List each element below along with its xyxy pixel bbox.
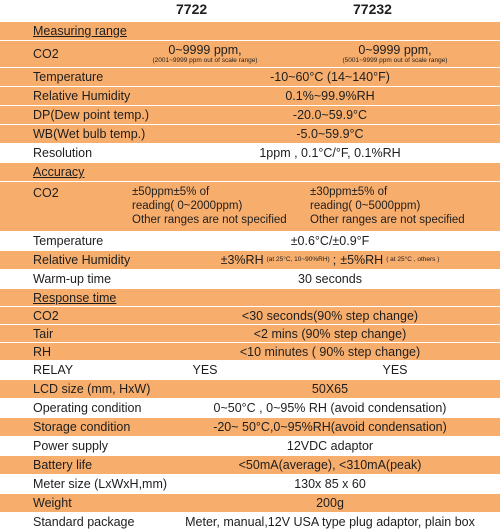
row-value: Meter, manual,12V USA type plug adaptor, plain box <box>185 514 475 529</box>
row-value: -20~ 50°C,0~95%RH(avoid condensation) <box>213 420 447 434</box>
row-label: CO2 <box>33 186 59 200</box>
row-value: <10 minutes ( 90% step change) <box>239 344 421 359</box>
row-standard-package <box>0 513 500 531</box>
row-label: RELAY <box>33 363 74 377</box>
row-value: -5.0~59.9°C <box>296 127 364 141</box>
section-measuring-range <box>0 22 500 41</box>
row-label: LCD size (mm, HxW) <box>33 382 151 396</box>
row-value: 0.1%~99.9%RH <box>285 89 375 103</box>
value-7722 <box>132 185 287 227</box>
row-label: Weight <box>33 496 72 510</box>
row-response-tair <box>0 325 500 343</box>
row-weight <box>0 494 500 513</box>
row-value: 1ppm , 0.1°C/°F, 0.1%RH <box>259 146 401 160</box>
row-value: 200g <box>316 496 344 510</box>
row-value: 130x 85 x 60 <box>294 477 366 491</box>
row-value: 50X65 <box>311 382 349 396</box>
row-accuracy-temperature <box>0 232 500 251</box>
section-title: Response time <box>33 290 117 305</box>
row-value: 30 seconds <box>298 272 362 286</box>
row-label: Tair <box>33 326 54 341</box>
row-resolution <box>0 144 500 163</box>
model-7722: 7722 <box>176 1 208 17</box>
relay-77232: YES <box>382 363 408 377</box>
row-accuracy-humidity <box>0 251 500 270</box>
row-range-co2 <box>0 41 500 68</box>
row-lcd-size <box>0 380 500 399</box>
row-value: <30 seconds(90% step change) <box>241 308 419 323</box>
row-label: Operating condition <box>33 401 142 415</box>
row-response-rh <box>0 343 500 361</box>
value-77232 <box>310 185 465 227</box>
row-relay <box>0 361 500 380</box>
section-title: Measuring range <box>33 24 127 38</box>
relay-7722: YES <box>192 363 218 377</box>
row-operating-condition <box>0 399 500 418</box>
row-label: Storage condition <box>33 420 131 434</box>
accuracy-line: Other ranges are not specified <box>310 214 465 226</box>
row-value: -10~60°C (14~140°F) <box>270 70 390 84</box>
row-value: -20.0~59.9°C <box>292 108 368 122</box>
row-label: Temperature <box>33 234 104 248</box>
row-label: Power supply <box>33 439 109 453</box>
accuracy-line: ±30ppm±5% of <box>310 186 388 198</box>
rh-77232-note: ( at 25°C , others ) <box>386 256 440 263</box>
row-label: Warm-up time <box>33 272 112 286</box>
row-label: WB(Wet bulb temp.) <box>33 127 146 141</box>
rh-77232: ±5%RH <box>340 253 384 267</box>
rh-7722: ±3%RH <box>220 253 264 267</box>
range-note: (5001~9999 ppm out of scale range) <box>342 57 448 64</box>
accuracy-line: reading( 0~2000ppm) <box>132 200 243 212</box>
range-value: 0~9999 ppm, <box>168 43 242 57</box>
row-battery-life <box>0 456 500 475</box>
value-7722 <box>130 41 280 67</box>
row-warmup <box>0 270 500 289</box>
row-range-dew-point <box>0 106 500 125</box>
row-label: Relative Humidity <box>33 253 131 267</box>
row-label: Resolution <box>33 146 93 160</box>
row-label: Standard package <box>33 514 135 529</box>
row-meter-size <box>0 475 500 494</box>
row-label: DP(Dew point temp.) <box>33 108 150 122</box>
row-label: RH <box>33 344 52 359</box>
row-value: <2 mins (90% step change) <box>253 326 407 341</box>
row-label: CO2 <box>33 47 59 61</box>
value-77232 <box>305 41 485 67</box>
accuracy-line: ±50ppm±5% of <box>132 186 210 198</box>
row-label: CO2 <box>33 308 59 323</box>
range-note: (2001~9999 ppm out of scale range) <box>152 57 258 64</box>
rh-7722-note: (at 25°C, 10~90%RH) <box>266 256 330 263</box>
accuracy-line: reading( 0~5000ppm) <box>310 200 421 212</box>
rh-separator: ; <box>332 253 337 267</box>
row-label: Battery life <box>33 458 93 472</box>
model-77232: 77232 <box>353 1 392 17</box>
row-range-wet-bulb <box>0 125 500 144</box>
row-value: ±0.6°C/±0.9°F <box>290 234 370 248</box>
row-label: Relative Humidity <box>33 89 131 103</box>
model-header <box>0 0 500 22</box>
range-value: 0~9999 ppm, <box>358 43 432 57</box>
section-accuracy <box>0 163 500 182</box>
row-label: Temperature <box>33 70 104 84</box>
row-label: Meter size (LxWxH,mm) <box>33 477 168 491</box>
row-value: 12VDC adaptor <box>286 439 374 453</box>
row-value: <50mA(average), <310mA(peak) <box>238 458 422 472</box>
row-value: 0~50°C , 0~95% RH (avoid condensation) <box>213 401 447 415</box>
row-range-humidity <box>0 87 500 106</box>
section-response-time <box>0 289 500 307</box>
row-storage-condition <box>0 418 500 437</box>
row-accuracy-co2 <box>0 182 500 232</box>
row-response-co2 <box>0 307 500 325</box>
row-range-temperature <box>0 68 500 87</box>
accuracy-line: Other ranges are not specified <box>132 214 287 226</box>
section-title: Accuracy <box>33 165 85 179</box>
row-value <box>160 251 500 269</box>
row-power-supply <box>0 437 500 456</box>
